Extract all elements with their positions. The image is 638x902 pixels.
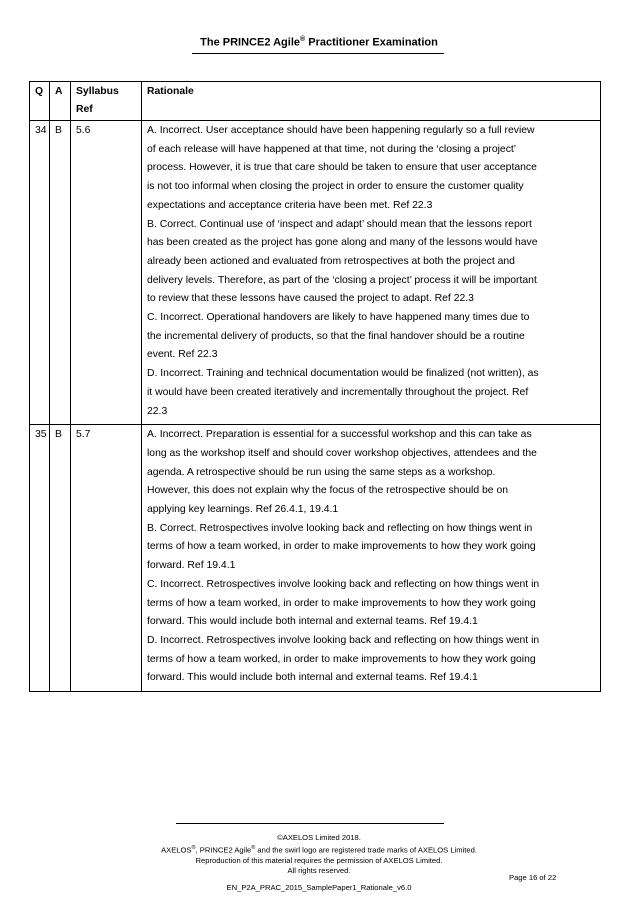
rationale-line: D. Incorrect. Training and technical documentation would be finalized (not written), as bbox=[147, 368, 539, 380]
rationale-line: D. Incorrect. Retrospectives involve looking back and reflecting on how things went in bbox=[147, 634, 540, 646]
document-id: EN_P2A_PRAC_2015_SamplePaper1_Rationale_v6.0 bbox=[226, 883, 412, 892]
header-title: The PRINCE2 Agile bbox=[200, 36, 300, 49]
footer-trademark: AXELOS®, PRINCE2 Agile® and the swirl logo are registered trade marks of AXELOS Limited. bbox=[161, 845, 477, 855]
syllabus-ref: 5.7 bbox=[71, 425, 142, 692]
rationale-line: the incremental delivery of products, so that the final handover should be a routine bbox=[147, 330, 525, 342]
question-number: 35 bbox=[30, 425, 50, 692]
footer-copyright: ©AXELOS Limited 2018. bbox=[277, 833, 361, 842]
rationale-line: C. Incorrect. Retrospectives involve looking back and reflecting on how things went in bbox=[147, 578, 540, 590]
rationale-line: forward. This would include both internal and external teams. Ref 19.4.1 bbox=[147, 616, 478, 628]
column-header-a: A bbox=[50, 82, 71, 121]
rationale-line: it would have been created iteratively and incrementally throughout the project. Ref bbox=[147, 386, 529, 398]
rationale-cell bbox=[142, 121, 601, 425]
rationale-line: agenda. A retrospective should be run using the same steps as a workshop. bbox=[147, 466, 496, 478]
rationale-line: of each release will have happened at that time, not during the ‘closing a project’ bbox=[147, 143, 517, 155]
rationale-line: process. However, it is true that care should be taken to ensure that user acceptance bbox=[147, 162, 537, 174]
answer: B bbox=[50, 425, 71, 692]
rationale-line: terms of how a team worked, in order to make improvements to how they work going bbox=[147, 597, 536, 609]
registered-mark: ® bbox=[300, 36, 306, 43]
footer-reproduction: Reproduction of this material requires the permission of AXELOS Limited. bbox=[195, 855, 443, 865]
rationale-line: forward. Ref 19.4.1 bbox=[147, 560, 236, 572]
rationale-line: B. Correct. Continual use of ‘inspect and adapt’ should mean that the lessons report bbox=[147, 218, 532, 230]
rationale-table bbox=[29, 81, 601, 692]
table-row bbox=[30, 121, 601, 425]
page-header bbox=[0, 36, 638, 49]
table-header-row bbox=[30, 82, 601, 121]
column-header-q: Q bbox=[30, 82, 50, 121]
rationale-line: to review that these lessons have caused the project to adapt. Ref 22.3 bbox=[147, 293, 474, 305]
footer-rights: All rights reserved. bbox=[287, 865, 351, 875]
rationale-line: terms of how a team worked, in order to make improvements to how they work going bbox=[147, 653, 536, 665]
rationale-line: However, this does not explain why the focus of the retrospective should be on bbox=[147, 485, 508, 497]
table-row bbox=[30, 425, 601, 692]
page-footer bbox=[0, 833, 638, 876]
page-number: Page 16 of 22 bbox=[509, 873, 557, 882]
rationale-line: C. Incorrect. Operational handovers are likely to have happened many times due to bbox=[147, 312, 530, 324]
header-rule bbox=[192, 53, 444, 54]
rationale-line: is not too informal when closing the project in order to ensure the customer quality bbox=[147, 181, 524, 193]
rationale-line: delivery levels. Therefore, as part of the ‘closing a project’ process it will be important bbox=[147, 274, 537, 286]
rationale-line: long as the workshop itself and should cover workshop objectives, attendees and the bbox=[147, 447, 537, 459]
rationale-line: forward. This would include both internal and external teams. Ref 19.4.1 bbox=[147, 672, 478, 684]
rationale-line: already been actioned and evaluated from retrospectives at both the project and bbox=[147, 255, 515, 267]
rationale-line: expectations and acceptance criteria have been met. Ref 22.3 bbox=[147, 199, 433, 211]
rationale-line: B. Correct. Retrospectives involve looking back and reflecting on how things went in bbox=[147, 522, 533, 534]
answer: B bbox=[50, 121, 71, 425]
rationale-line: has been created as the project has gone along and many of the lessons would have bbox=[147, 237, 538, 249]
column-header-rationale: Rationale bbox=[142, 82, 601, 121]
rationale-line: A. Incorrect. User acceptance should have been happening regularly so a full review bbox=[147, 125, 535, 136]
rationale-line: 22.3 bbox=[147, 405, 168, 417]
column-header-syllabus-ref: Syllabus Ref bbox=[71, 82, 142, 121]
rationale-line: applying key learnings. Ref 26.4.1, 19.4.1 bbox=[147, 504, 339, 516]
syllabus-ref: 5.6 bbox=[71, 121, 142, 425]
rationale-line: A. Incorrect. Preparation is essential for a successful workshop and this can take as bbox=[147, 429, 532, 441]
header-title-rest: Practitioner Examination bbox=[305, 36, 438, 49]
rationale-line: terms of how a team worked, in order to make improvements to how they work going bbox=[147, 541, 536, 553]
question-number: 34 bbox=[30, 121, 50, 425]
rationale-cell bbox=[142, 425, 601, 692]
rationale-line: event. Ref 22.3 bbox=[147, 349, 218, 361]
footer-rule bbox=[176, 823, 444, 824]
